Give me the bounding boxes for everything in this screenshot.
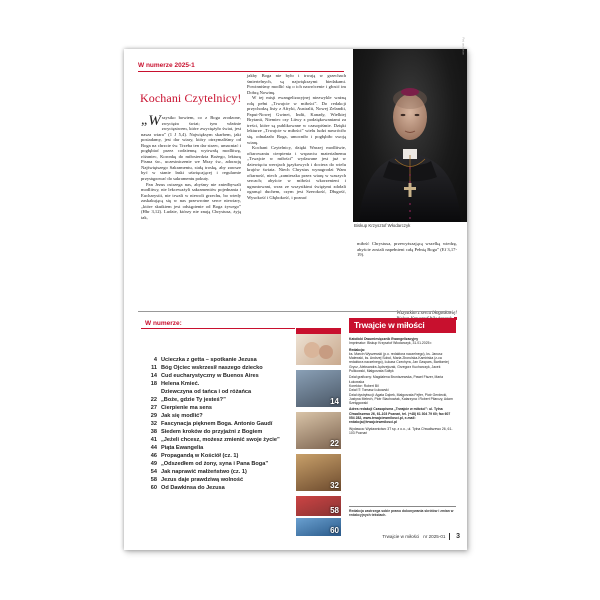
toc-item-label: „Boże, gdzie Ty jesteś?” (161, 397, 226, 404)
masthead-wydawca: Wydawca: Wydawnictwo 3T sp. z o.o., ul. Tylna Chwaliszewo 26, 61-103 Poznań (349, 426, 453, 435)
page-number: 3 (456, 533, 460, 540)
masthead-redakcja: ks. Marcin Wyszewski (p.o. redaktora naczelnego), ks. Janusz Malewski, ks. Andrzej Sobol, Maria Zborulska-Kamińska (z-ca redaktora naczelnego), Łukasz Czechyra, Jan Gaspars, Bartłomiej Grycz, Aleksandra Jędrzejczak, Grzegorz Kucharczyk, Jacek Pulikowski, Małgorzata Sołtyk (349, 351, 449, 374)
toc-item[interactable] (142, 460, 292, 468)
toc-item[interactable] (142, 372, 292, 380)
toc-item-label: Propagandą w Kościół (cz. 1) (161, 453, 239, 460)
bishop-portrait-illustration (353, 49, 467, 222)
toc-item[interactable] (142, 468, 292, 476)
masthead-adres: Adres redakcji Czasopisma „Trwajcie w miłości”: ul. Tylna Chwaliszewo 26, 61-103 Poznań, tel. (+48) 61 304 79 60; fax 607 054 282, www.trwajciewmilosci.pl, e-mail: redakcja@trwajciewmilosci.pl (349, 407, 451, 425)
toc-item-label: „Jeżeli chcesz, możesz zmienić swoje życie” (161, 437, 280, 444)
thumbnail-32 (296, 454, 341, 491)
toc-page-number: 58 (150, 477, 157, 484)
toc-page-number: 29 (150, 413, 157, 420)
editorial-column-3 (357, 241, 457, 258)
toc-item-label: Ucieczka z getta – spotkanie Jezusa (161, 357, 257, 363)
thumbnail-page-number: 60 (330, 526, 339, 535)
issue-label: W numerze 2025-1 (138, 62, 195, 69)
toc-page-number: 32 (150, 421, 157, 428)
cover-image-icon (296, 328, 341, 365)
toc-title: W numerze: (145, 320, 182, 327)
article-thumbnails (296, 328, 341, 536)
toc-item[interactable] (142, 412, 292, 420)
editorial-column-1 (141, 115, 241, 220)
page-footer (320, 533, 460, 540)
masthead-korektor: Korektor: Robert Bil (349, 383, 379, 388)
masthead-grafik: Dział graficzny: Magdalena Broniszewska, Paweł Fiszer, Maria Łukowska (349, 375, 444, 384)
masthead-subtitle: Katolicki Dwumiesięcznik Ewangelizacyjny (349, 337, 419, 341)
footer-magazine: Trwajcie w miłości (382, 534, 420, 539)
editorial-paragraph: jakby Boga nie było i trwają w grzechach śmiertelnych, są największymi biedakami. Powinniśmy modlić się o ich nawrócenie i głosić im Dobrą Nowinę. (247, 73, 346, 95)
toc-page-number: 49 (150, 461, 157, 468)
editorial-paragraph: Pan Jezus ostrzega nas, abyśmy nie zniedbywali modlitwy, nie lekceważyli sakramentów pojednania i Eucharystii, nie trwali w niewoli grzechu, bo wtedy zaskakującą się w nas przewrotne serce niewiary, „które skutkiem jest odstąpienie od Boga żywego” (Hbr 3,12). Ludzie, którzy nie znają Chrystusa, żyją tak, (141, 181, 241, 220)
toc-item-label: Jak się modlić? (161, 413, 203, 420)
footer-issue: nr 2025-01 (423, 534, 446, 539)
signature-greeting: Wszystkim z serca błogosławię! (396, 311, 457, 316)
masthead-banner (349, 318, 456, 333)
toc-item[interactable] (142, 364, 292, 372)
table-of-contents (142, 356, 292, 492)
thumbnail-page-number: 14 (330, 397, 339, 406)
editorial-paragraph: W tej misji ewangelizacyjnej niezwykle ważną rolę pełni „Trwajcie w miłości”. Do redakcji przychodzą listy z Afryki, Australii, Nowej Zelandii, Papui-Nowej Gwinei, Indii, Kanady, Wielkiej Brytanii, Niemiec czy Litwy z podziękowaniami za treści, które są publikowane w czasopiśmie. Dzięki lekturze „Trwajcie w miłości” wielu ludzi nawróciło się, odnalazło Boga, umocniło i pogłębiło swoją wiarę. (247, 95, 346, 145)
header-rule (138, 71, 344, 72)
magazine-page (124, 37, 467, 550)
masthead-info (349, 337, 456, 435)
masthead-note: Redakcja zastrzega sobie prawo dokonywania skrótów i zmian w redakcyjnych tekstach. (349, 506, 456, 517)
masthead-imprimatur: Imprimatur: Biskup Krzysztof Włodarczyk, 31.01.2025 r. (349, 341, 433, 346)
toc-item[interactable] (142, 396, 292, 404)
toc-page-number: 14 (150, 373, 157, 380)
editorial-paragraph: „ W szystko bowiem, co z Boga zrodzone, zwycięża świat; tym właśnie zwycięstwem, które zwyciężyło świat, jest nasza wiara” (1 J 5,4). Najwięksym skarbem, jaki posiadamy, jest dar wiary, który otrzymaliśmy od Boga na chrzcie św. Trzeba ten dar strzec, umacniać i pogłębiać przez codzienną wytrwałą modlitwę, różaniec, Koronkę do miłosierdzia Bożego, lekturę Pisma św., uczestniczenie we Mszy św., adorację Najświętszego Sakramentu, stałą troskę, aby zawsze być w stanie łaski uświęcającej i regularnie przystępować do sakramentu pokuty. (141, 113, 241, 182)
editorial-title: Kochani Czytelnicy! (140, 91, 242, 105)
toc-page-number: 18 (150, 381, 157, 388)
masthead-dystrybucja: Dział dystrybucji: Agata Dąbek, Małgorzata Fejfer, Piotr Gerdecki, Justyna Melech, Piotr Stachowiak, Katarzyna i Robert Pilarczy, Adam Szelęgowski (349, 392, 453, 406)
thumbnail-page-number: 58 (330, 506, 339, 515)
photo-caption: Biskup Krzysztof Włodarczyk (354, 223, 411, 228)
toc-page-number: 60 (150, 485, 157, 492)
toc-item-label: Bóg Ojciec wskrzesił naszego dziecko (161, 365, 263, 372)
toc-item-label: Jak naprawić małżeństwo (cz. 1) (161, 469, 247, 476)
toc-item[interactable] (142, 476, 292, 484)
toc-item[interactable] (142, 388, 292, 396)
masthead-redakcja-label: Redakcja: (349, 347, 366, 352)
toc-page-number: 38 (150, 429, 157, 436)
toc-item[interactable] (142, 484, 292, 492)
toc-item-label: Piąta Ewangelia (161, 445, 204, 452)
editorial-paragraph: Kochani Czytelnicy, dzięki Waszej modlitwie, ofiarowaniu cierpienia i wsparciu materialnemu „Trwajcie w miłości” wydawane jest już w dziewięciu wersjach językowych i dociera do wielu krajów świata. Niech Chrystus wynagrodzi Wam ofiarność, niech „zamieszka przez wiarę w waszych sercach; abyście w miłości wkorzenieni i ugruntowani, wraz ze wszystkimi świętymi zdołali ogarnąć duchem, czym jest Szerokość, Długość, Wysokość i Głębokość, i poznać (247, 145, 346, 201)
toc-item-label: Fascynacja pięknem Boga. Antonio Gaudí (161, 421, 273, 428)
editorial-paragraph: miłość Chrystusa, przewyższającą wszelką wiedzę, abyście zostali napełnieni całą Pełnią Boga” (Ef 3,17-19). (357, 241, 457, 258)
toc-item-label: Helena Kmieć. (161, 381, 200, 388)
footer-divider (449, 533, 450, 540)
toc-page-number: 46 (150, 453, 157, 460)
thumbnail-page-number: 32 (330, 481, 339, 490)
masthead-it: Dział IT: Tomasz Łukowski (349, 388, 389, 393)
toc-item[interactable] (142, 420, 292, 428)
toc-item-label: Dziewczyna od tańca i od różańca (161, 389, 252, 396)
drop-cap: W (148, 113, 161, 129)
toc-item[interactable] (142, 404, 292, 412)
toc-item[interactable] (142, 380, 292, 388)
toc-page-number: 41 (150, 437, 157, 444)
toc-item[interactable] (142, 356, 292, 364)
toc-item[interactable] (142, 444, 292, 452)
editorial-column-2 (247, 73, 346, 201)
thumbnail-14 (296, 370, 341, 407)
thumbnail-page-number: 22 (330, 439, 339, 448)
toc-page-number: 11 (151, 365, 157, 372)
thumbnail-58 (296, 496, 341, 516)
bishop-portrait-photo (353, 37, 467, 222)
toc-page-number: 44 (150, 445, 157, 452)
toc-item-label: Od Dawkinsa do Jezusa (161, 485, 225, 492)
toc-page-number: 4 (153, 357, 157, 363)
magazine-logo-text: Trwajcie w miłości (354, 320, 425, 330)
toc-page-number (142, 388, 161, 396)
toc-page-number: 54 (150, 469, 157, 476)
toc-item[interactable] (142, 428, 292, 436)
toc-item[interactable] (142, 436, 292, 444)
toc-page-number: 27 (150, 405, 157, 412)
magazine-cover-thumbnail (296, 328, 341, 365)
toc-item-label: Jezus daje prawdziwą wolność (161, 477, 244, 484)
toc-item[interactable] (142, 452, 292, 460)
toc-item-label: Siedem kroków do przyjaźni z Bogiem (161, 429, 263, 436)
toc-page-number: 22 (150, 397, 157, 404)
opening-quote-mark: „ (141, 113, 148, 128)
toc-item-label: „Odszedłem od żony, syna i Pana Boga” (161, 461, 269, 468)
section-divider (138, 311, 451, 312)
toc-item-label: Cud eucharystyczny w Buenos Aires (161, 373, 259, 380)
toc-item-label: Cierpienie ma sens (161, 405, 212, 412)
photo-credit: Fot. archiwum (462, 37, 466, 55)
toc-rule (141, 328, 295, 329)
thumbnail-22 (296, 412, 341, 449)
